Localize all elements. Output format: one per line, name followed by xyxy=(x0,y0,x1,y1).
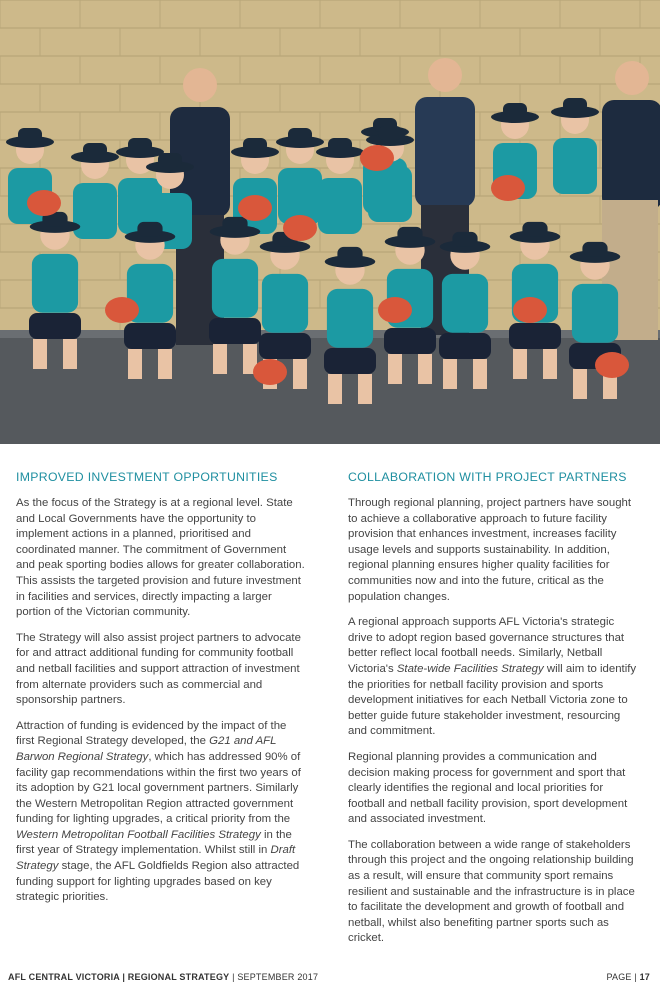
hat-icon xyxy=(452,232,477,247)
child-shirt xyxy=(262,274,308,333)
paragraph: The Strategy will also assist project partners to advocate for and attract additional funding for community football and netball facilities and support attraction of investment from alternate providers such as commercial and sponsorship partners. xyxy=(16,631,301,707)
page-footer xyxy=(8,972,650,986)
football-icon xyxy=(378,297,412,323)
footer-title: AFL CENTRAL VICTORIA | REGIONAL STRATEGY | SEPTEMBER 2017 xyxy=(8,972,319,982)
child-leg xyxy=(213,344,227,374)
hat-icon xyxy=(158,153,182,167)
child-leg xyxy=(328,374,342,404)
hat-icon xyxy=(397,227,422,242)
adult-head xyxy=(183,68,217,102)
child-leg xyxy=(513,349,527,379)
hat-icon xyxy=(18,128,42,142)
child-leg xyxy=(443,359,457,389)
hat-icon xyxy=(83,143,107,157)
group-photo-icon xyxy=(0,0,660,444)
child-leg xyxy=(158,349,172,379)
child-shorts xyxy=(124,323,176,349)
page-number: PAGE | 17 xyxy=(606,972,650,982)
hat-icon xyxy=(243,138,267,152)
child-shirt xyxy=(212,259,258,318)
group-photo xyxy=(0,0,660,444)
child-shirt xyxy=(572,284,618,343)
football-icon xyxy=(595,352,629,378)
child-leg xyxy=(33,339,47,369)
child-leg xyxy=(128,349,142,379)
child-shirt xyxy=(318,178,362,234)
heading-investment: IMPROVED INVESTMENT OPPORTUNITIES xyxy=(16,470,278,484)
football-icon xyxy=(27,190,61,216)
paragraph: The collaboration between a wide range of stakeholders through this project and the ongoing relationship building as a result, will ensure that community sport remains resilient and sustainable and the infrastructure is in place to facilitate the development and growth of football and netball, whilst also benefiting partner sports such as cricket. xyxy=(348,838,635,945)
football-icon xyxy=(283,215,317,241)
adult-head xyxy=(428,58,462,92)
paragraph: As the focus of the Strategy is at a regional level. State and Local Governments have the opportunity to implement actions in a planned, prioritised and coordinated manner. The commitment of Government and peak sporting bodies allows for greater collaboration. This assists the targeted provision and future investment in facilities and services, directly impacting a larger portion of the Victorian community. xyxy=(16,497,305,619)
adult-shirt xyxy=(415,97,475,207)
hat-icon xyxy=(563,98,587,112)
paragraph: Attraction of funding is evidenced by the impact of the first Regional Strategy developed, the G21 and AFL Barwon Regional Strategy, which has addressed 90% of facility gap recommendations within the first two years of its adoption by G21 local government partners. Similarly the Western Metropolitan Region attracted government funding for lighting upgrades, a critical priority from the Western Metropolitan Football Facilities Strategy in the first year of Strategy implementation. Whilst still in Draft Strategy stage, the AFL Goldfields Region also attracted funding support for lighting upgrades based on key strategic priorities. xyxy=(16,719,301,904)
child-shorts xyxy=(384,328,436,354)
child-shorts xyxy=(29,313,81,339)
left-column xyxy=(16,470,306,916)
child-leg xyxy=(473,359,487,389)
child-shirt xyxy=(32,254,78,313)
child-shorts xyxy=(509,323,561,349)
child-leg xyxy=(418,354,432,384)
child-shorts xyxy=(209,318,261,344)
hat-icon xyxy=(378,126,402,140)
football-icon xyxy=(491,175,525,201)
child-leg xyxy=(63,339,77,369)
paragraph: A regional approach supports AFL Victoria's strategic drive to adopt region based governance structures that better reflect local football needs. Similarly, Netball Victoria's State-wide Facilities Strategy will aim to identify the priorities for netball facility provision and sports development initiatives for each Netball Victoria zone to better guide future stakeholder investment, resourcing and commitment. xyxy=(348,616,637,738)
child-shirt xyxy=(442,274,488,333)
hat-icon xyxy=(288,128,312,142)
child-leg xyxy=(573,369,587,399)
child-shirt xyxy=(327,289,373,348)
football-icon xyxy=(238,195,272,221)
hat-icon xyxy=(582,242,607,257)
paragraph: Through regional planning, project partners have sought to achieve a collaborative approach to future facility provision that enhances investment, increases facility usage levels and supports sustainability. In addition, regional planning ensures higher quality facilities for communities now and into the future, critical as the population changes. xyxy=(348,497,632,603)
hat-icon xyxy=(503,103,527,117)
hat-icon xyxy=(222,217,247,232)
football-icon xyxy=(513,297,547,323)
child-leg xyxy=(388,354,402,384)
hat-icon xyxy=(328,138,352,152)
football-icon xyxy=(360,145,394,171)
hat-icon xyxy=(128,138,152,152)
hat-icon xyxy=(337,247,362,262)
child-leg xyxy=(293,359,307,389)
child-shirt xyxy=(73,183,117,239)
child-shorts xyxy=(324,348,376,374)
child-shirt xyxy=(553,138,597,194)
football-icon xyxy=(253,359,287,385)
child-shorts xyxy=(259,333,311,359)
football-icon xyxy=(105,297,139,323)
hat-icon xyxy=(137,222,162,237)
paragraph: Regional planning provides a communication and decision making process for government and sport that clearly identifies the regional and local priorities for football and netball facility provision, sport development and associated investment. xyxy=(348,750,628,826)
child-shirt xyxy=(368,166,412,222)
adult-head xyxy=(615,61,649,95)
right-column xyxy=(348,470,640,957)
child-leg xyxy=(358,374,372,404)
hat-icon xyxy=(522,222,547,237)
adult-shirt xyxy=(602,100,660,210)
heading-collaboration: COLLABORATION WITH PROJECT PARTNERS xyxy=(348,470,627,484)
child-leg xyxy=(543,349,557,379)
child-shorts xyxy=(439,333,491,359)
